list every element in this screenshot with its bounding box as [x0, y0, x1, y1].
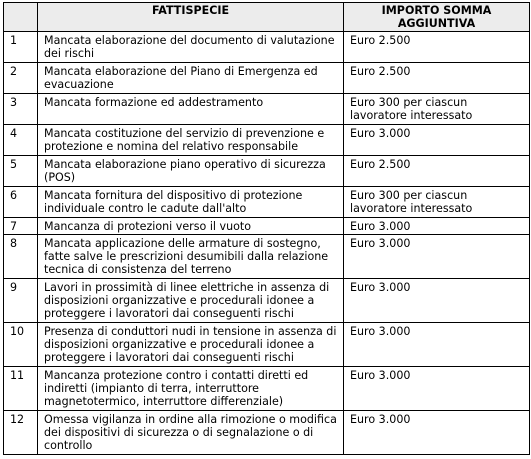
- row-amount: Euro 3.000: [344, 323, 530, 367]
- table-row: [4, 125, 530, 156]
- row-amount: Euro 3.000: [344, 235, 530, 279]
- table-row: [4, 63, 530, 94]
- row-number: 6: [4, 187, 38, 218]
- header-fattispecie: FATTISPECIE: [38, 3, 344, 32]
- table-row: [4, 367, 530, 411]
- row-description: Mancanza di protezioni verso il vuoto: [38, 218, 344, 235]
- header-number: [4, 3, 38, 32]
- header-importo: IMPORTO SOMMA AGGIUNTIVA: [344, 3, 530, 32]
- row-amount: Euro 2.500: [344, 63, 530, 94]
- row-number: 3: [4, 94, 38, 125]
- penalties-table: [3, 2, 530, 455]
- row-amount: Euro 300 per ciascun lavoratore interessato: [344, 187, 530, 218]
- row-number: 11: [4, 367, 38, 411]
- row-amount: Euro 2.500: [344, 156, 530, 187]
- row-description: Mancata fornitura del dispositivo di protezione individuale contro le cadute dall'alto: [38, 187, 344, 218]
- row-description: Mancata elaborazione del documento di valutazione dei rischi: [38, 32, 344, 63]
- row-amount: Euro 3.000: [344, 411, 530, 455]
- row-number: 4: [4, 125, 38, 156]
- row-number: 12: [4, 411, 38, 455]
- row-amount: Euro 300 per ciascun lavoratore interessato: [344, 94, 530, 125]
- row-number: 2: [4, 63, 38, 94]
- table-row: [4, 94, 530, 125]
- row-number: 8: [4, 235, 38, 279]
- row-number: 1: [4, 32, 38, 63]
- row-number: 7: [4, 218, 38, 235]
- row-number: 10: [4, 323, 38, 367]
- row-number: 5: [4, 156, 38, 187]
- header-row: [4, 3, 530, 32]
- row-description: Presenza di conduttori nudi in tensione in assenza di disposizioni organizzative e procedurali idonee a proteggere i lavoratori dai conseguenti rischi: [38, 323, 344, 367]
- row-description: Mancata elaborazione piano operativo di sicurezza (POS): [38, 156, 344, 187]
- table-row: [4, 218, 530, 235]
- row-description: Lavori in prossimità di linee elettriche in assenza di disposizioni organizzative e procedurali idonee a proteggere i lavoratori dai conseguenti rischi: [38, 279, 344, 323]
- row-description: Mancanza protezione contro i contatti diretti ed indiretti (impianto di terra, interruttore magnetotermico, interruttore differenziale): [38, 367, 344, 411]
- table-row: [4, 235, 530, 279]
- row-number: 9: [4, 279, 38, 323]
- row-description: Omessa vigilanza in ordine alla rimozione o modifica dei dispositivi di sicurezza o di segnalazione o di controllo: [38, 411, 344, 455]
- row-description: Mancata elaborazione del Piano di Emergenza ed evacuazione: [38, 63, 344, 94]
- row-description: Mancata costituzione del servizio di prevenzione e protezione e nomina del relativo responsabile: [38, 125, 344, 156]
- row-amount: Euro 3.000: [344, 125, 530, 156]
- table-row: [4, 32, 530, 63]
- row-amount: Euro 2.500: [344, 32, 530, 63]
- table-body: [4, 32, 530, 455]
- row-description: Mancata formazione ed addestramento: [38, 94, 344, 125]
- row-amount: Euro 3.000: [344, 279, 530, 323]
- row-description: Mancata applicazione delle armature di sostegno, fatte salve le prescrizioni desumibili dalla relazione tecnica di consistenza del terreno: [38, 235, 344, 279]
- table-row: [4, 279, 530, 323]
- row-amount: Euro 3.000: [344, 367, 530, 411]
- table-row: [4, 156, 530, 187]
- table-header: [4, 3, 530, 32]
- table-row: [4, 411, 530, 455]
- row-amount: Euro 3.000: [344, 218, 530, 235]
- table-row: [4, 187, 530, 218]
- table-row: [4, 323, 530, 367]
